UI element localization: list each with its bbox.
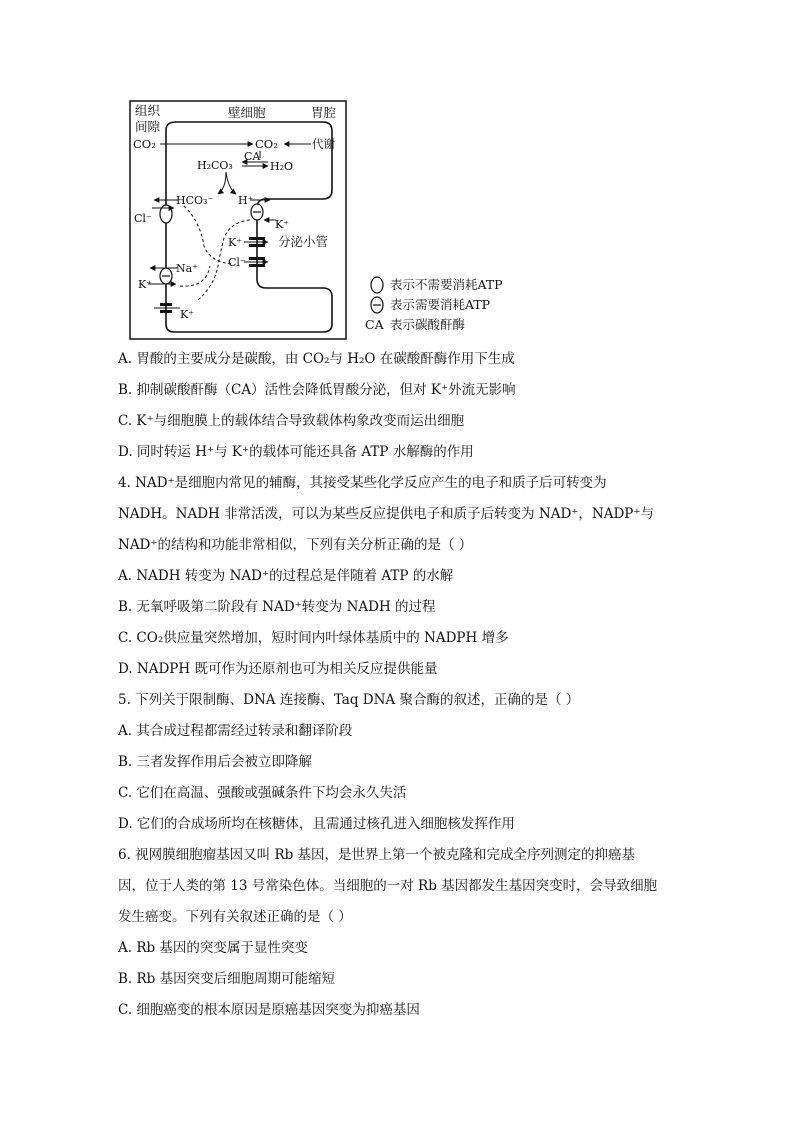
q6-stem-line-3: 发生癌变。下列有关叙述正确的是（ ）	[118, 909, 352, 925]
legend-ca-symbol: CA	[365, 317, 384, 332]
q4-option-a: A. NADH 转变为 NAD⁺的过程总是伴随着 ATP 的水解	[118, 568, 454, 584]
label-stomach-cavity: 胃腔	[311, 105, 337, 120]
q6-option-b: B. Rb 基因突变后细胞周期可能缩短	[118, 971, 336, 987]
q3-option-b: B. 抑制碳酸酐酶（CA）活性会降低胃酸分泌，但对 K⁺外流无影响	[118, 382, 516, 398]
label-k-bottom: K⁺	[180, 308, 195, 321]
label-na: Na⁺	[176, 262, 198, 275]
cl-channel-bottom	[249, 264, 265, 267]
label-k-right: K⁺	[275, 218, 290, 231]
q4-stem-line-1: 4. NAD⁺是细胞内常见的辅酶，其接受某些化学反应产生的电子和质子后可转变为	[118, 475, 607, 491]
label-h2co3: H₂CO₃	[197, 159, 233, 172]
label-h2o: H₂O	[270, 160, 294, 173]
label-co2-right: CO₂	[255, 137, 278, 151]
transport-diagram	[118, 96, 538, 346]
q6-stem-line-2: 因，位于人类的第 13 号常染色体。当细胞的一对 Rb 基因都发生基因突变时，会导致细胞	[118, 878, 658, 894]
q3-option-d: D. 同时转运 H⁺与 K⁺的载体可能还具备 ATP 水解酶的作用	[118, 444, 474, 460]
label-h-plus: H⁺	[238, 194, 254, 207]
label-cl-left: Cl⁻	[134, 212, 152, 225]
k-bottom-channel-bottom	[160, 310, 172, 313]
label-ca: CA	[244, 150, 261, 163]
question-text	[118, 344, 678, 1026]
q4-option-c: C. CO₂供应量突然增加，短时间内叶绿体基质中的 NADPH 增多	[118, 630, 509, 646]
label-hco3: HCO₃⁻	[176, 194, 214, 207]
cl-channel-top	[249, 257, 265, 260]
q5-option-a: A. 其合成过程都需经过转录和翻译阶段	[118, 723, 353, 739]
legend-item-2: 表示需要消耗ATP	[390, 297, 491, 312]
q5-option-c: C. 它们在高温、强酸或强碱条件下均会永久失活	[118, 785, 407, 801]
q6-stem-line-1: 6. 视网膜细胞瘤基因又叫 Rb 基因，是世界上第一个被克隆和完成全序列测定的抑癌基	[118, 847, 636, 863]
q6-option-a: A. Rb 基因的突变属于显性突变	[118, 940, 308, 956]
arrow-to-h	[226, 172, 236, 194]
label-parietal-cell: 壁细胞	[228, 105, 266, 120]
legend-item-1: 表示不需要消耗ATP	[390, 277, 503, 292]
legend-item-3: 表示碳酸酐酶	[390, 317, 466, 332]
q4-stem-line-3: NAD⁺的结构和功能非常相似，下列有关分析正确的是（ ）	[118, 537, 473, 553]
label-cl-inner: Cl⁻	[228, 256, 246, 269]
q5-stem: 5. 下列关于限制酶、DNA 连接酶、Taq DNA 聚合酶的叙述，正确的是（ ）	[118, 692, 580, 708]
q3-option-a: A. 胃酸的主要成分是碳酸，由 CO₂与 H₂O 在碳酸酐酶作用下生成	[118, 351, 515, 367]
q4-option-d: D. NADPH 既可作为还原剂也可为相关反应提供能量	[118, 661, 438, 677]
q4-option-b: B. 无氧呼吸第二阶段有 NAD⁺转变为 NADH 的过程	[118, 599, 436, 615]
q3-option-c: C. K⁺与细胞膜上的载体结合导致载体构象改变而运出细胞	[118, 413, 465, 429]
label-secretory-tubule: 分泌小管	[278, 234, 329, 249]
q4-stem-line-2: NADH。NADH 非常活泼，可以为某些反应提供电子和质子后转变为 NAD⁺，NADP⁺与	[118, 506, 655, 522]
q5-option-b: B. 三者发挥作用后会被立即降解	[118, 754, 313, 770]
k-channel-top	[249, 237, 265, 240]
k-bottom-channel-top	[160, 303, 172, 306]
legend-ellipse-icon	[371, 277, 383, 293]
arrow-to-hco3	[218, 172, 226, 194]
q5-option-d: D. 它们的合成场所均在核糖体，且需通过核孔进入细胞核发挥作用	[118, 816, 515, 832]
k-channel-bottom	[249, 244, 265, 247]
label-co2-left: CO₂	[133, 137, 156, 151]
label-k-inner: K⁺	[228, 236, 243, 249]
label-tissue-gap-1: 组织	[135, 103, 161, 118]
label-tissue-gap-2: 间隙	[135, 119, 161, 134]
diagram-svg	[118, 96, 538, 346]
q6-option-c: C. 细胞癌变的根本原因是原癌基因突变为抑癌基因	[118, 1002, 420, 1018]
label-metabolism: 代谢	[312, 137, 335, 151]
label-k-left: K⁺	[138, 278, 153, 291]
